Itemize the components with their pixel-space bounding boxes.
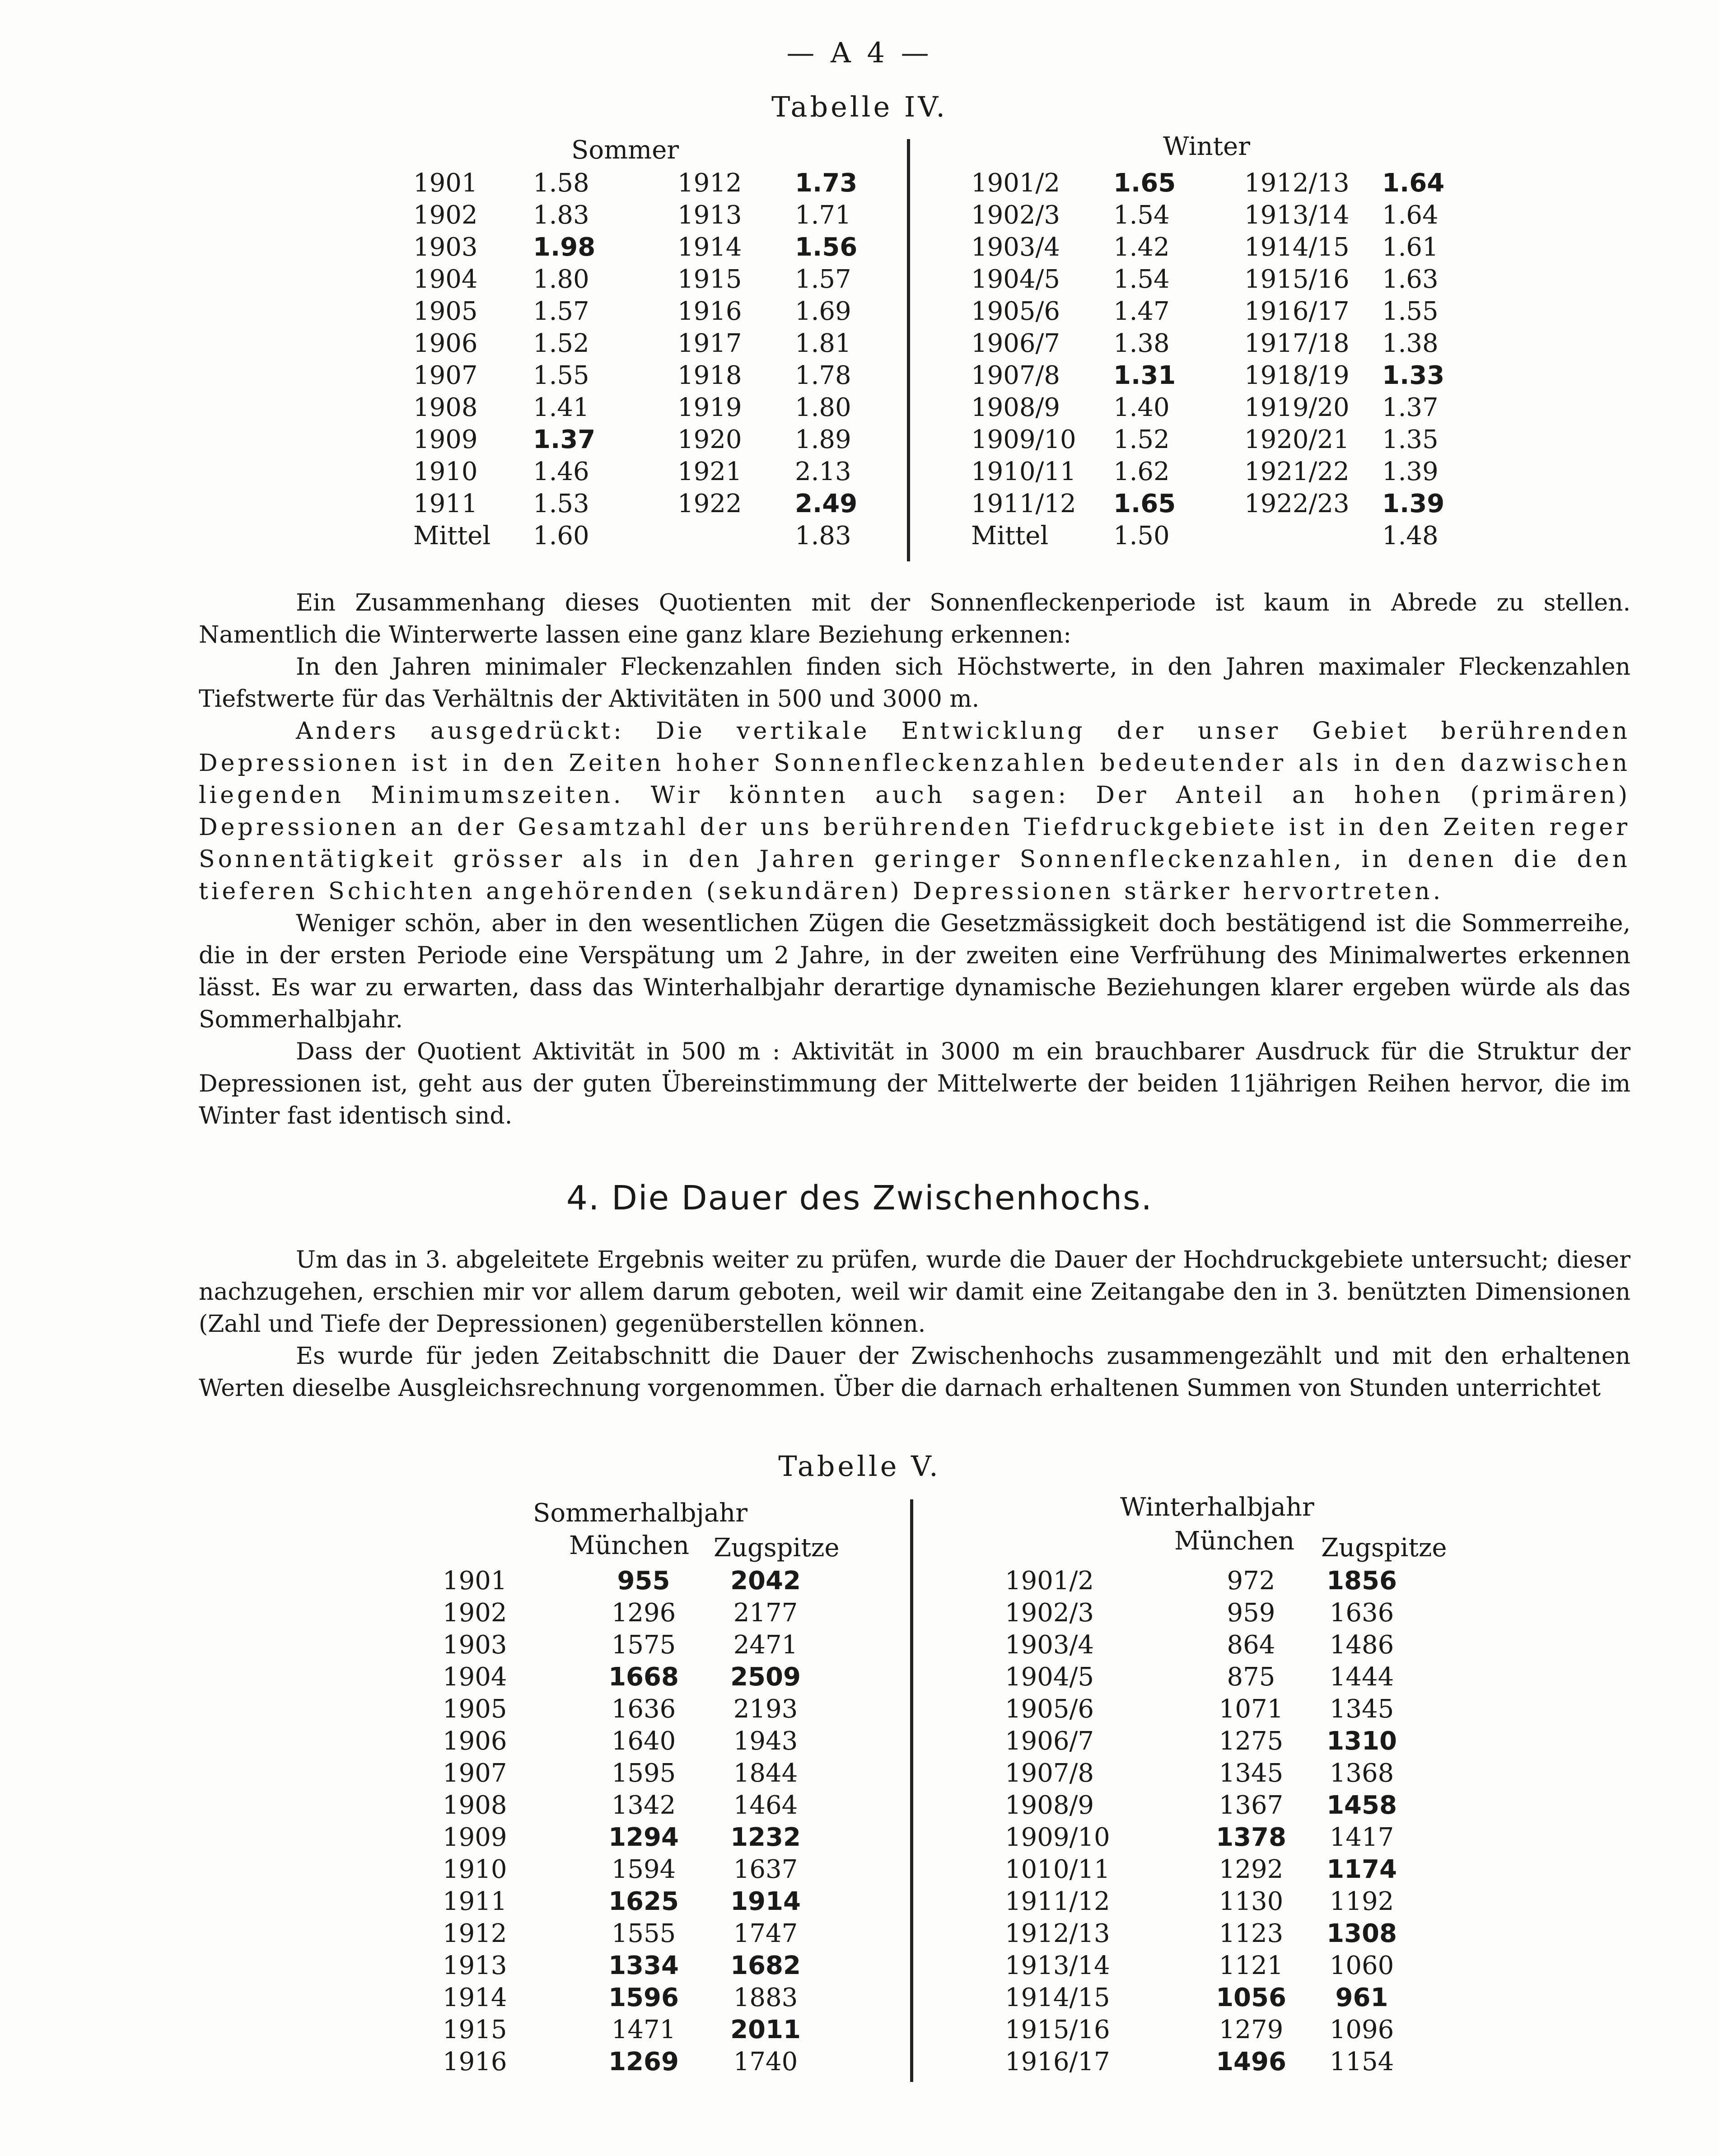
table-row: [443, 1982, 822, 2014]
year-cell: 1916/17: [1244, 297, 1350, 326]
table-row: [443, 1757, 822, 1789]
table-row: [971, 295, 1472, 327]
zugspitze-cell: 1368: [1329, 1759, 1394, 1788]
table-row: [443, 1918, 822, 1950]
zugspitze-cell: 961: [1335, 1983, 1388, 2012]
year-cell: 1902/3: [1005, 1598, 1094, 1628]
zugspitze-cell: 1943: [733, 1727, 798, 1756]
paragraph: Weniger schön, aber in den wesentlichen Zügen die Gesetzmässigkeit doch bestätigend ist die Sommerreihe, die in der ersten Periode eine Verspätung um 2 Jahre, in der zweiten eine Verfrühung des Minimalwertes erkennen lässt. Es war zu erwarten, dass das Winterhalbjahr derartige dynamische Beziehungen klarer ergeben würde als das Sommerhalbjahr.: [199, 910, 1630, 1033]
table-row: [443, 2014, 822, 2046]
muenchen-cell: 1367: [1219, 1791, 1284, 1820]
text-block-2: [199, 1244, 1630, 1405]
muenchen-cell: 864: [1227, 1630, 1275, 1660]
year-cell: 1911: [413, 489, 478, 518]
zugspitze-cell: 2193: [733, 1694, 798, 1724]
year-cell: 1914: [677, 233, 742, 262]
year-cell: 1916: [677, 297, 742, 326]
muenchen-cell: 1594: [611, 1855, 676, 1884]
table4-sommer-header: Sommer: [571, 135, 679, 165]
table4-winter: [971, 167, 1472, 552]
value-cell: 1.54: [1113, 265, 1170, 294]
table-row: [443, 2046, 822, 2078]
year-cell: 1922/23: [1244, 489, 1350, 518]
year-cell: 1921: [677, 457, 742, 486]
table5-caption: Tabelle V.: [778, 1450, 941, 1483]
year-cell: 1909/10: [971, 425, 1076, 454]
value-cell: 2.49: [795, 489, 858, 518]
muenchen-cell: 1269: [608, 2047, 679, 2077]
year-cell: 1915: [443, 2015, 507, 2044]
year-cell: 1911/12: [971, 489, 1076, 518]
muenchen-cell: 1121: [1219, 1951, 1284, 1980]
year-cell: 1914/15: [1005, 1983, 1110, 2012]
value-cell: 1.56: [795, 233, 858, 262]
table-row: [1005, 1853, 1407, 1885]
table-row: [413, 327, 899, 359]
year-cell: 1920: [677, 425, 742, 454]
zugspitze-cell: 1154: [1329, 2047, 1394, 2077]
table-row: [1005, 1885, 1407, 1918]
zugspitze-cell: 1060: [1329, 1951, 1394, 1980]
zugspitze-cell: 1096: [1329, 2015, 1394, 2044]
year-cell: 1901/2: [1005, 1566, 1094, 1596]
table-row: [1005, 1789, 1407, 1821]
year-cell: 1907: [443, 1759, 507, 1788]
table-row: [1005, 2014, 1407, 2046]
value-cell: 1.31: [1113, 361, 1176, 390]
table-row: [413, 199, 899, 231]
value-cell: 1.55: [533, 361, 589, 390]
value-cell: 1.35: [1382, 425, 1439, 454]
table5-sommer: [443, 1565, 822, 2078]
table-row: [1005, 1629, 1407, 1661]
muenchen-cell: 1596: [608, 1983, 679, 2012]
year-cell: 1918: [677, 361, 742, 390]
muenchen-cell: 1471: [611, 2015, 676, 2044]
year-cell: 1922: [677, 489, 742, 518]
value-cell: 1.47: [1113, 297, 1170, 326]
zugspitze-cell: 1417: [1329, 1823, 1394, 1852]
year-cell: 1911/12: [1005, 1887, 1110, 1916]
year-cell: 1907/8: [1005, 1759, 1094, 1788]
table-row: [1005, 1693, 1407, 1725]
table4-divider: [907, 139, 910, 561]
value-cell: 1.81: [795, 329, 851, 358]
table-row: [413, 167, 899, 199]
zugspitze-cell: 2177: [733, 1598, 798, 1628]
muenchen-cell: 1496: [1216, 2047, 1286, 2077]
table-row: [413, 231, 899, 263]
year-cell: 1916: [443, 2047, 507, 2077]
zugspitze-cell: 1856: [1327, 1566, 1397, 1596]
muenchen-cell: 1071: [1219, 1694, 1284, 1724]
zugspitze-cell: 1682: [730, 1951, 801, 1980]
table-row: [413, 295, 899, 327]
value-cell: 1.52: [533, 329, 589, 358]
year-cell: 1915/16: [1244, 265, 1350, 294]
value-cell: 1.55: [1382, 297, 1439, 326]
zugspitze-cell: 1345: [1329, 1694, 1394, 1724]
muenchen-cell: 1640: [611, 1727, 676, 1756]
zugspitze-cell: 1444: [1329, 1662, 1394, 1692]
year-cell: 1913/14: [1005, 1951, 1110, 1980]
muenchen-cell: 1595: [611, 1759, 676, 1788]
year-cell: 1905: [413, 297, 478, 326]
table-row: [971, 520, 1472, 552]
zugspitze-cell: 1310: [1327, 1727, 1397, 1756]
muenchen-cell: 1575: [611, 1630, 676, 1660]
table-row: [1005, 1950, 1407, 1982]
value-cell: 1.52: [1113, 425, 1170, 454]
value-cell: 1.46: [533, 457, 589, 486]
value-cell: 1.89: [795, 425, 851, 454]
muenchen-cell: 1625: [608, 1887, 679, 1916]
year-cell: 1909: [413, 425, 478, 454]
value-cell: 1.62: [1113, 457, 1170, 486]
zugspitze-cell: 1486: [1329, 1630, 1394, 1660]
table4-sommer: [413, 167, 899, 552]
value-cell: 1.65: [1113, 489, 1176, 518]
value-cell: 1.38: [1382, 329, 1439, 358]
table-row: [413, 520, 899, 552]
muenchen-cell: 1668: [608, 1662, 679, 1692]
zugspitze-cell: 1637: [733, 1855, 798, 1884]
muenchen-cell: 1056: [1216, 1983, 1286, 2012]
year-cell: 1913: [677, 201, 742, 230]
value-cell: 1.48: [1382, 521, 1439, 551]
table-row: [443, 1661, 822, 1693]
table-row: [443, 1950, 822, 1982]
value-cell: 1.69: [795, 297, 851, 326]
muenchen-cell: 1130: [1219, 1887, 1284, 1916]
value-cell: 1.33: [1382, 361, 1445, 390]
table-row: [971, 359, 1472, 392]
year-cell: 1913: [443, 1951, 507, 1980]
value-cell: 1.80: [533, 265, 589, 294]
value-cell: 1.40: [1113, 393, 1170, 422]
year-cell: 1902: [443, 1598, 507, 1628]
table-row: [971, 263, 1472, 295]
table-row: [1005, 1757, 1407, 1789]
value-cell: 1.63: [1382, 265, 1439, 294]
year-cell: 1906: [413, 329, 478, 358]
table-row: [413, 424, 899, 456]
year-cell: Mittel: [971, 521, 1049, 551]
value-cell: 1.39: [1382, 489, 1445, 518]
year-cell: 1905/6: [1005, 1694, 1094, 1724]
year-cell: 1913/14: [1244, 201, 1350, 230]
value-cell: 1.98: [533, 233, 596, 262]
muenchen-cell: 955: [617, 1566, 670, 1596]
value-cell: 1.60: [533, 521, 589, 551]
value-cell: 1.61: [1382, 233, 1439, 262]
year-cell: 1912/13: [1244, 168, 1350, 198]
year-cell: 1902/3: [971, 201, 1060, 230]
zugspitze-cell: 1740: [733, 2047, 798, 2077]
zugspitze-cell: 2471: [733, 1630, 798, 1660]
text-block-1: [199, 587, 1630, 1132]
year-cell: 1909/10: [1005, 1823, 1110, 1852]
table5-sommer-muenchen-header: München: [569, 1531, 690, 1560]
table-row: [1005, 2046, 1407, 2078]
year-cell: 1915: [677, 265, 742, 294]
muenchen-cell: 1294: [608, 1823, 679, 1852]
value-cell: 1.83: [795, 521, 851, 551]
year-cell: 1903: [443, 1630, 507, 1660]
year-cell: 1904/5: [1005, 1662, 1094, 1692]
zugspitze-cell: 1636: [1329, 1598, 1394, 1628]
value-cell: 1.37: [1382, 393, 1439, 422]
table5-winter: [1005, 1565, 1407, 2078]
muenchen-cell: 1296: [611, 1598, 676, 1628]
muenchen-cell: 1345: [1219, 1759, 1284, 1788]
year-cell: 1905/6: [971, 297, 1060, 326]
year-cell: 1908/9: [1005, 1791, 1094, 1820]
year-cell: 1901: [413, 168, 478, 198]
muenchen-cell: 1123: [1219, 1919, 1284, 1948]
value-cell: 1.41: [533, 393, 589, 422]
year-cell: 1919/20: [1244, 393, 1350, 422]
value-cell: 1.80: [795, 393, 851, 422]
paragraph: Anders ausgedrückt: Die vertikale Entwicklung der unser Gebiet berührenden Depressionen ist in den Zeiten hoher Sonnenfleckenzahlen bedeutender als in den dazwischen liegenden Minimumszeiten. Wir könnten auch sagen: Der Anteil an hohen (primären) Depressionen an der Gesamtzahl der uns berührenden Tiefdruckgebiete ist in den Zeiten reger Sonnentätigkeit grösser als in den Jahren geringer Sonnenfleckenzahlen, in denen die den tieferen Schichten angehörenden (sekundären) Depressionen stärker hervortreten.: [199, 718, 1630, 905]
muenchen-cell: 1275: [1219, 1727, 1284, 1756]
zugspitze-cell: 2011: [730, 2015, 801, 2044]
table-row: [443, 1629, 822, 1661]
year-cell: 1921/22: [1244, 457, 1350, 486]
year-cell: 1903/4: [971, 233, 1060, 262]
year-cell: 1010/11: [1005, 1855, 1110, 1884]
table-row: [413, 488, 899, 520]
table-row: [971, 488, 1472, 520]
table-row: [971, 424, 1472, 456]
zugspitze-cell: 1458: [1327, 1791, 1397, 1820]
table-row: [971, 199, 1472, 231]
value-cell: 1.38: [1113, 329, 1170, 358]
table-row: [1005, 1725, 1407, 1757]
value-cell: 1.73: [795, 168, 858, 198]
year-cell: 1907/8: [971, 361, 1060, 390]
table5-winter-zugspitze-header: Zugspitze: [1321, 1533, 1447, 1563]
value-cell: 1.57: [795, 265, 851, 294]
year-cell: 1906/7: [1005, 1727, 1094, 1756]
year-cell: 1918/19: [1244, 361, 1350, 390]
value-cell: 1.83: [533, 201, 589, 230]
year-cell: 1912/13: [1005, 1919, 1110, 1948]
year-cell: 1914/15: [1244, 233, 1350, 262]
zugspitze-cell: 1883: [733, 1983, 798, 2012]
table-row: [1005, 1982, 1407, 2014]
year-cell: 1910/11: [971, 457, 1076, 486]
year-cell: 1905: [443, 1694, 507, 1724]
table-row: [443, 1693, 822, 1725]
muenchen-cell: 1636: [611, 1694, 676, 1724]
year-cell: 1914: [443, 1983, 507, 2012]
table5-divider: [910, 1499, 913, 2082]
table-row: [443, 1565, 822, 1597]
table-row: [413, 456, 899, 488]
table-row: [1005, 1597, 1407, 1629]
table5-winter-muenchen-header: München: [1174, 1526, 1295, 1556]
value-cell: 1.57: [533, 297, 589, 326]
year-cell: 1902: [413, 201, 478, 230]
value-cell: 1.71: [795, 201, 851, 230]
value-cell: 1.65: [1113, 168, 1176, 198]
year-cell: 1909: [443, 1823, 507, 1852]
table-row: [971, 456, 1472, 488]
year-cell: 1910: [443, 1855, 507, 1884]
value-cell: 1.39: [1382, 457, 1439, 486]
year-cell: [677, 520, 795, 552]
table-row: [1005, 1661, 1407, 1693]
table4-caption: Tabelle IV.: [771, 90, 948, 123]
paragraph: Dass der Quotient Aktivität in 500 m : Aktivität in 3000 m ein brauchbarer Ausdruck für die Struktur der Depressionen ist, geht aus der guten Übereinstimmung der Mittelwerte der beiden 11jährigen Reihen hervor, die im Winter fast identisch sind.: [199, 1038, 1630, 1129]
table-row: [443, 1853, 822, 1885]
value-cell: 1.78: [795, 361, 851, 390]
table-row: [1005, 1918, 1407, 1950]
year-cell: 1901/2: [971, 168, 1060, 198]
table-row: [443, 1725, 822, 1757]
muenchen-cell: 1292: [1219, 1855, 1284, 1884]
table-row: [443, 1789, 822, 1821]
paragraph: In den Jahren minimaler Fleckenzahlen finden sich Höchstwerte, in den Jahren maximaler Fleckenzahlen Tiefstwerte für das Verhältnis der Aktivitäten in 500 und 3000 m.: [199, 653, 1630, 713]
year-cell: 1911: [443, 1887, 507, 1916]
zugspitze-cell: 1747: [733, 1919, 798, 1948]
muenchen-cell: 1555: [611, 1919, 676, 1948]
zugspitze-cell: 1464: [733, 1791, 798, 1820]
table4-winter-header: Winter: [1163, 132, 1250, 161]
year-cell: 1903/4: [1005, 1630, 1094, 1660]
year-cell: 1912: [443, 1919, 507, 1948]
value-cell: 1.37: [533, 425, 596, 454]
table-row: [971, 392, 1472, 424]
year-cell: 1910: [413, 457, 478, 486]
table5-sommer-zugspitze-header: Zugspitze: [714, 1533, 840, 1563]
table-row: [971, 231, 1472, 263]
muenchen-cell: 875: [1227, 1662, 1275, 1692]
zugspitze-cell: 1308: [1327, 1919, 1397, 1948]
zugspitze-cell: 1914: [730, 1887, 801, 1916]
zugspitze-cell: 1174: [1327, 1855, 1397, 1884]
value-cell: 1.42: [1113, 233, 1170, 262]
muenchen-cell: 1378: [1216, 1823, 1286, 1852]
table-row: [971, 167, 1472, 199]
zugspitze-cell: 2042: [730, 1566, 801, 1596]
value-cell: 1.58: [533, 168, 589, 198]
paragraph: Um das in 3. abgeleitete Ergebnis weiter zu prüfen, wurde die Dauer der Hochdruckgebiete untersucht; dieser nachzugehen, erschien mir vor allem darum geboten, weil wir damit eine Zeitangabe den in 3. benützten Dimensionen (Zahl und Tiefe der Depressionen) gegenüberstellen können.: [199, 1246, 1630, 1338]
table-row: [971, 327, 1472, 359]
zugspitze-cell: 1192: [1329, 1887, 1394, 1916]
year-cell: 1917: [677, 329, 742, 358]
muenchen-cell: 972: [1227, 1566, 1275, 1596]
year-cell: 1906/7: [971, 329, 1060, 358]
year-cell: 1908: [443, 1791, 507, 1820]
value-cell: 2.13: [795, 457, 851, 486]
table-row: [1005, 1565, 1407, 1597]
muenchen-cell: 1342: [611, 1791, 676, 1820]
table-row: [413, 392, 899, 424]
year-cell: 1917/18: [1244, 329, 1350, 358]
year-cell: 1919: [677, 393, 742, 422]
page-number: — A 4 —: [786, 36, 933, 69]
table-row: [443, 1821, 822, 1853]
year-cell: 1904: [443, 1662, 507, 1692]
table5-winter-header: Winterhalbjahr: [1120, 1493, 1314, 1522]
year-cell: 1916/17: [1005, 2047, 1110, 2077]
zugspitze-cell: 2509: [730, 1662, 801, 1692]
year-cell: 1903: [413, 233, 478, 262]
table-row: [413, 263, 899, 295]
muenchen-cell: 959: [1227, 1598, 1275, 1628]
table-row: [1005, 1821, 1407, 1853]
table5-sommer-header: Sommerhalbjahr: [533, 1498, 747, 1528]
section-title: 4. Die Dauer des Zwischenhochs.: [566, 1179, 1153, 1218]
year-cell: 1908: [413, 393, 478, 422]
muenchen-cell: 1334: [608, 1951, 679, 1980]
table-row: [413, 359, 899, 392]
zugspitze-cell: 1844: [733, 1759, 798, 1788]
table-row: [443, 1597, 822, 1629]
value-cell: 1.50: [1113, 521, 1170, 551]
paragraph: Ein Zusammenhang dieses Quotienten mit der Sonnenfleckenperiode ist kaum in Abrede zu stellen. Namentlich die Winterwerte lassen eine ganz klare Beziehung erkennen:: [199, 589, 1630, 649]
year-cell: 1915/16: [1005, 2015, 1110, 2044]
value-cell: 1.64: [1382, 168, 1445, 198]
muenchen-cell: 1279: [1219, 2015, 1284, 2044]
paragraph: Es wurde für jeden Zeitabschnitt die Dauer der Zwischenhochs zusammengezählt und mit den erhaltenen Werten dieselbe Ausgleichsrechnung vorgenommen. Über die darnach erhaltenen Summen von Stunden unterrichtet: [199, 1343, 1630, 1402]
year-cell: 1904/5: [971, 265, 1060, 294]
value-cell: 1.53: [533, 489, 589, 518]
year-cell: 1912: [677, 168, 742, 198]
year-cell: Mittel: [413, 521, 491, 551]
year-cell: 1904: [413, 265, 478, 294]
year-cell: 1907: [413, 361, 478, 390]
value-cell: 1.54: [1113, 201, 1170, 230]
year-cell: [1244, 520, 1382, 552]
value-cell: 1.64: [1382, 201, 1439, 230]
year-cell: 1920/21: [1244, 425, 1350, 454]
zugspitze-cell: 1232: [730, 1823, 801, 1852]
year-cell: 1901: [443, 1566, 507, 1596]
year-cell: 1908/9: [971, 393, 1060, 422]
table-row: [443, 1885, 822, 1918]
year-cell: 1906: [443, 1727, 507, 1756]
